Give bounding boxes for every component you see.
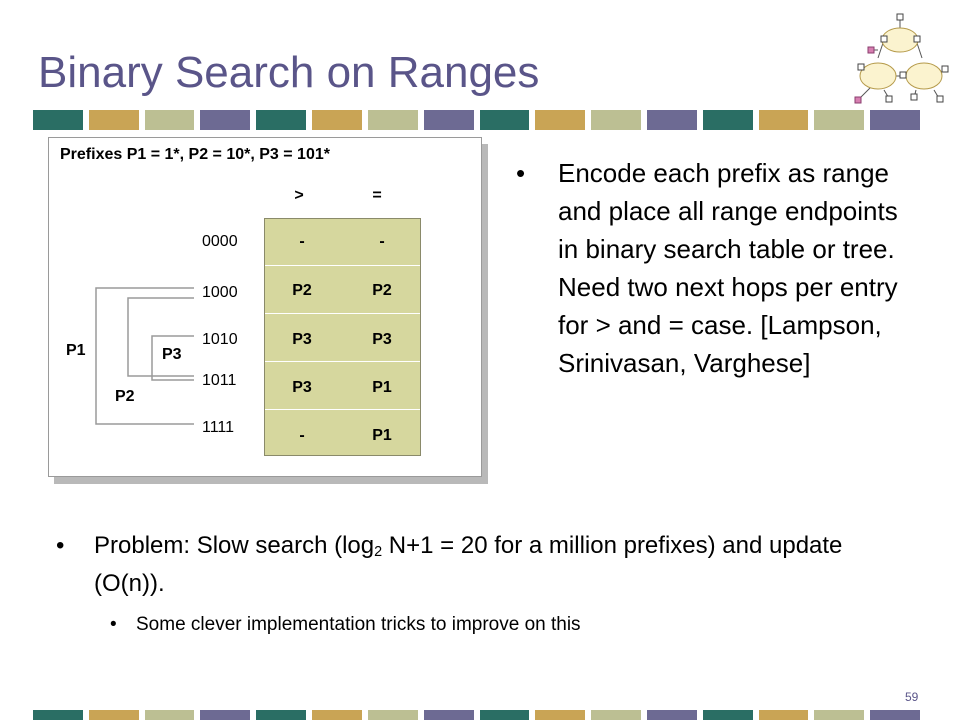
row-address: 1000 (202, 284, 238, 301)
cell-equal: P2 (372, 282, 392, 299)
cell-equal: P1 (372, 379, 392, 396)
range-encoding-text: Encode each prefix as range and place all range endpoints in binary search table or tree. Need two next hops per entry for > and = case. [Lampson, Srinivasan, Varghese] (558, 158, 898, 378)
prefix-label-p1: P1 (66, 342, 86, 359)
column-header-greater: > (294, 187, 304, 204)
cell-greater: - (299, 427, 305, 444)
bullet-marker: • (110, 614, 117, 635)
row-address: 1010 (202, 331, 238, 348)
implementation-tricks-text: Some clever implementation tricks to improve on this (136, 614, 581, 635)
page-number: 59 (905, 690, 919, 704)
cell-equal: - (379, 233, 385, 250)
cell-greater: P3 (292, 379, 312, 396)
row-address: 1111 (202, 419, 235, 436)
prefix-range-brackets (90, 280, 200, 430)
network-cloud-logo-icon (848, 10, 952, 111)
cell-greater: P2 (292, 282, 312, 299)
bullet-marker: • (56, 532, 65, 559)
problem-text: Problem: Slow search ($\log_2$ N+1 = 20 for a million prefixes) and update (O(n)). (94, 532, 843, 597)
prefix-label-p2: P2 (115, 388, 135, 405)
bullet-marker: • (516, 158, 526, 188)
prefix-label-p3: P3 (162, 346, 182, 363)
cell-equal: P1 (372, 427, 392, 444)
row-address: 0000 (202, 233, 238, 250)
row-address: 1011 (202, 372, 237, 389)
bottom-decorative-stripe (33, 710, 920, 720)
top-decorative-stripe (33, 110, 920, 130)
column-header-equal: = (372, 187, 382, 204)
cell-equal: P3 (372, 331, 392, 348)
cell-greater: P3 (292, 331, 312, 348)
figure-caption: Prefixes P1 = 1*, P2 = 10*, P3 = 101* (60, 146, 330, 163)
cell-greater: - (299, 233, 305, 250)
slide-title: Binary Search on Ranges (38, 48, 540, 97)
